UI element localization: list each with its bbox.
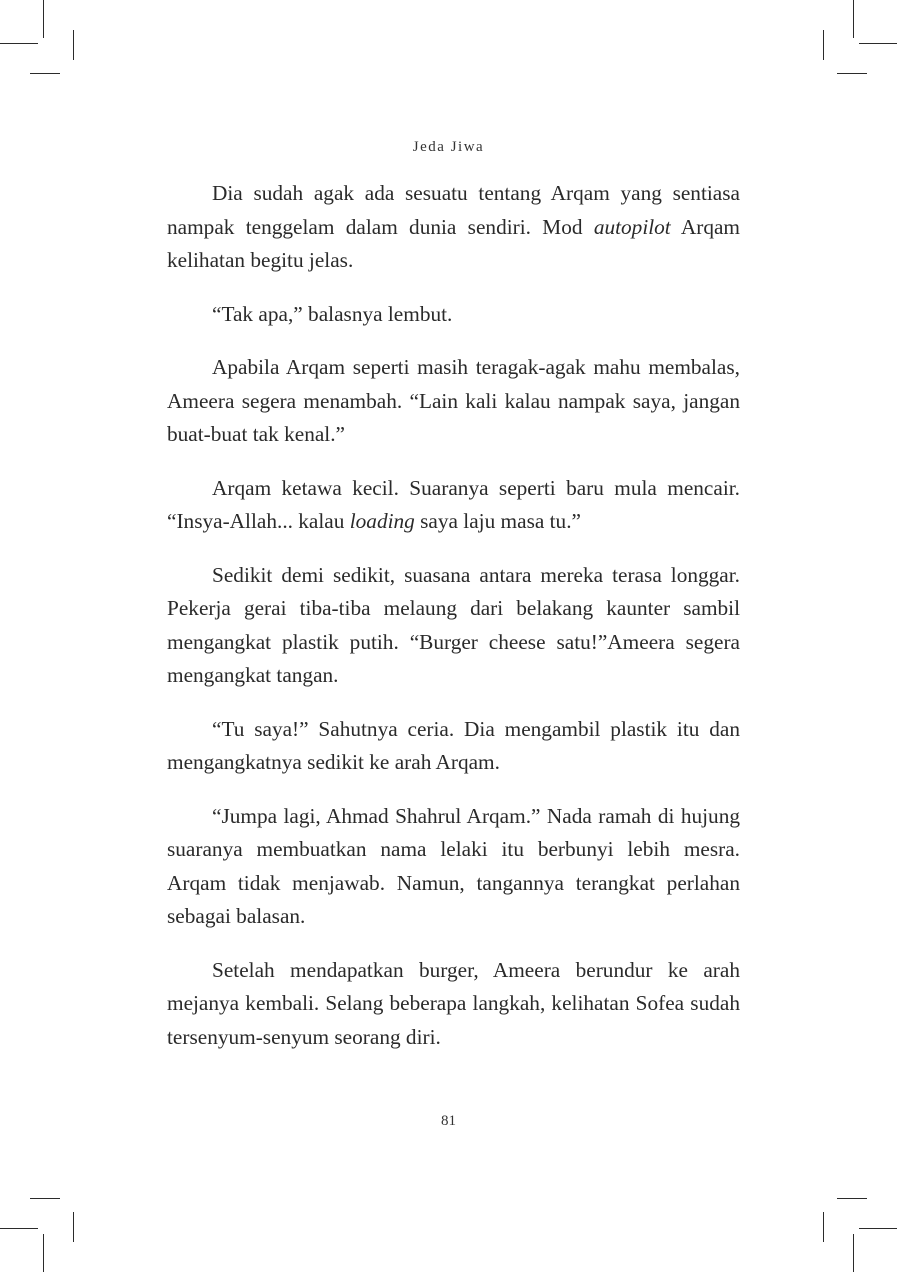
crop-mark <box>859 1228 897 1229</box>
crop-mark <box>73 30 74 60</box>
crop-mark <box>837 1198 867 1199</box>
paragraph <box>167 351 740 452</box>
crop-mark <box>43 1234 44 1272</box>
text-run: Apabila Arqam seperti masih teragak-agak mahu membalas, Ameera segera menambah. “Lain kali kalau nampak saya, jangan buat-buat tak kenal.” <box>167 355 740 446</box>
page-number: 81 <box>441 1113 456 1129</box>
italic-term: loading <box>349 509 415 533</box>
paragraph <box>167 177 740 278</box>
text-run: “Tak apa,” balasnya lembut. <box>212 301 453 326</box>
paragraph <box>167 954 740 1055</box>
crop-mark <box>837 73 867 74</box>
crop-mark <box>853 0 854 38</box>
text-run: saya laju masa tu.” <box>414 509 581 533</box>
text-run: Setelah mendapatkan burger, Ameera berundur ke arah mejanya kembali. Selang beberapa langkah, kelihatan Sofea sudah tersenyum-senyum seorang diri. <box>167 957 740 1049</box>
italic-term: autopilot <box>593 214 671 239</box>
crop-mark <box>0 1228 38 1229</box>
running-head: Jeda Jiwa <box>412 139 485 155</box>
crop-mark <box>853 1234 854 1272</box>
crop-mark <box>823 1212 824 1242</box>
text-run: Arqam kelihatan begitu jelas. <box>167 214 740 272</box>
crop-mark <box>43 0 44 38</box>
crop-mark <box>73 1212 74 1242</box>
paragraph <box>167 559 740 693</box>
paragraph <box>167 298 740 332</box>
body-text <box>167 177 740 1074</box>
text-run: Sedikit demi sedikit, suasana antara mereka terasa longgar. Pekerja gerai tiba-tiba melaung dari belakang kaunter sambil mengangkat plastik putih. “Burger cheese satu!”Ameera segera mengangkat tangan. <box>167 562 740 687</box>
paragraph <box>167 472 740 539</box>
paragraph <box>167 800 740 934</box>
crop-mark <box>30 73 60 74</box>
text-run: Dia sudah agak ada sesuatu tentang Arqam yang sentiasa nampak tenggelam dalam dunia sendiri. Mod <box>167 181 740 239</box>
text-run: Arqam ketawa kecil. Suaranya seperti baru mula mencair. “Insya-Allah... kalau <box>167 475 740 533</box>
crop-mark <box>30 1198 60 1199</box>
crop-mark <box>823 30 824 60</box>
crop-mark <box>859 43 897 44</box>
text-run: “Tu saya!” Sahutnya ceria. Dia mengambil plastik itu dan mengangkatnya sedikit ke arah Arqam. <box>167 716 740 774</box>
crop-mark <box>0 43 38 44</box>
paragraph <box>167 713 740 780</box>
text-run: “Jumpa lagi, Ahmad Shahrul Arqam.” Nada ramah di hujung suaranya membuatkan nama lelaki itu berbunyi lebih mesra. Arqam tidak menjawab. Namun, tangannya terangkat perlahan sebagai balasan. <box>167 803 740 928</box>
